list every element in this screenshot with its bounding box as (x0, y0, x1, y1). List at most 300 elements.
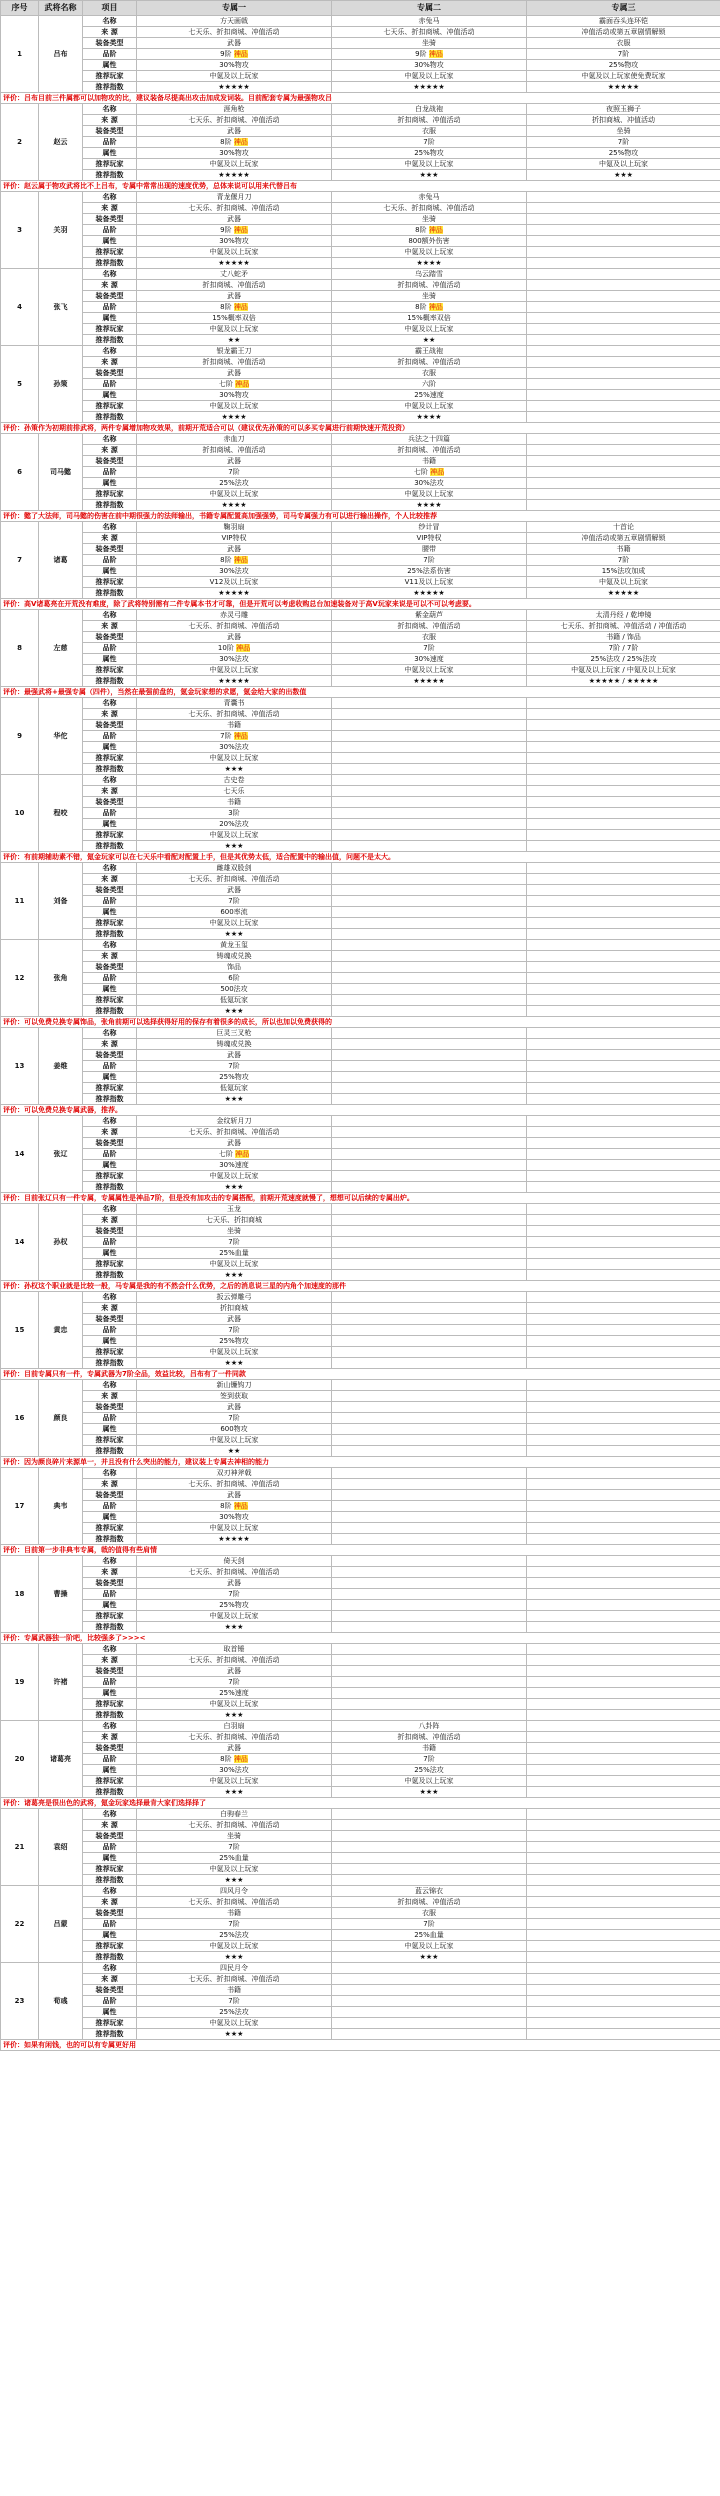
exclusive-1-type: 武器 (137, 1578, 332, 1589)
attribute-label: 推荐玩家 (83, 753, 137, 764)
exclusive-2-player (332, 753, 527, 764)
general-comment: 评价：如果有闲钱，也的可以有专属更好用 (1, 2040, 720, 2051)
general-number: 22 (1, 1886, 39, 1963)
exclusive-3-stars (527, 1875, 720, 1886)
grade-value: 7阶 (423, 1755, 435, 1763)
general-number: 20 (1, 1721, 39, 1798)
attribute-label: 属性 (83, 1765, 137, 1776)
general-comment: 评价：赵云属于物攻武将比不上吕布，专属中常常出现的速度优势，总体来说可以用来代替吕布 (1, 181, 720, 192)
attribute-label: 属性 (83, 2007, 137, 2018)
exclusive-2-attr (332, 1248, 527, 1259)
general-name: 刘备 (39, 863, 83, 940)
grade-value: 7阶 (228, 1238, 240, 1246)
exclusive-1-source: 七天乐、折扣商城、冲值活动 (137, 1897, 332, 1908)
table-row (1, 2007, 720, 2018)
grade-tag: 神品 (235, 380, 250, 388)
table-row (1, 467, 720, 478)
grade-value: 7阶 (228, 1326, 240, 1334)
exclusive-1-stars: ★★★ (137, 1358, 332, 1369)
grade-tag: 神品 (430, 468, 445, 476)
attribute-label: 属性 (83, 1930, 137, 1941)
general-comment: 评价：孙权这个职业就是比较一般，马专属是我的有不然会什么优势，之后的消息说三星的内角个加速度的那件 (1, 1281, 720, 1292)
attribute-label: 推荐玩家 (83, 1259, 137, 1270)
table-row (1, 874, 720, 885)
exclusive-2-attr: 30%法攻 (332, 478, 527, 489)
exclusive-1-player: 中氪及以上玩家 (137, 1259, 332, 1270)
exclusive-3-attr (527, 1160, 720, 1171)
table-row (1, 1358, 720, 1369)
exclusive-3-attr (527, 390, 720, 401)
attribute-label: 推荐玩家 (83, 1776, 137, 1787)
attribute-label: 品阶 (83, 1589, 137, 1600)
table-row (1, 1424, 720, 1435)
exclusive-1-name: 白羽扇 (137, 1721, 332, 1732)
table-row (1, 819, 720, 830)
grade-tag: 神品 (233, 1755, 248, 1763)
exclusive-2-source (332, 1127, 527, 1138)
exclusive-1-grade (137, 808, 332, 819)
table-row (1, 1127, 720, 1138)
attribute-label: 属性 (83, 1688, 137, 1699)
table-row (1, 1809, 720, 1820)
comment-row (1, 1193, 720, 1204)
attribute-label: 来 源 (83, 445, 137, 456)
table-row (1, 1666, 720, 1677)
attribute-label: 来 源 (83, 786, 137, 797)
exclusive-2-name: 兵法之十四篇 (332, 434, 527, 445)
comment-row (1, 1281, 720, 1292)
exclusive-3-type (527, 291, 720, 302)
exclusive-1-type: 书籍 (137, 1908, 332, 1919)
general-name: 华佗 (39, 698, 83, 775)
attribute-label: 名称 (83, 1204, 137, 1215)
exclusive-1-type: 武器 (137, 456, 332, 467)
exclusive-1-name: 四风月令 (137, 1886, 332, 1897)
exclusive-1-stars: ★★★ (137, 1622, 332, 1633)
exclusive-1-source: 七天乐、折扣商城、冲值活动 (137, 203, 332, 214)
exclusive-2-player (332, 1523, 527, 1534)
exclusive-1-grade (137, 302, 332, 313)
attribute-label: 属性 (83, 478, 137, 489)
exclusive-3-name (527, 1028, 720, 1039)
exclusive-1-name: 倚天剑 (137, 1556, 332, 1567)
attribute-label: 装备类型 (83, 1314, 137, 1325)
attribute-label: 品阶 (83, 1325, 137, 1336)
exclusive-1-attr: 30%法攻 (137, 654, 332, 665)
exclusive-1-player: 中氪及以上玩家 (137, 401, 332, 412)
attribute-label: 品阶 (83, 1237, 137, 1248)
exclusive-3-grade (527, 555, 720, 566)
grade-value: 七阶 (413, 468, 428, 476)
exclusive-2-player: 中氪及以上玩家 (332, 159, 527, 170)
attribute-label: 品阶 (83, 379, 137, 390)
attribute-label: 推荐指数 (83, 588, 137, 599)
exclusive-2-source (332, 1039, 527, 1050)
exclusive-2-type (332, 1985, 527, 1996)
table-row (1, 984, 720, 995)
exclusive-3-name (527, 1292, 720, 1303)
attribute-label: 品阶 (83, 808, 137, 819)
table-row (1, 566, 720, 577)
exclusive-3-type: 书籍 / 饰品 (527, 632, 720, 643)
table-row (1, 1622, 720, 1633)
attribute-label: 推荐指数 (83, 1358, 137, 1369)
exclusive-2-grade (332, 1061, 527, 1072)
exclusive-1-player: 中氪及以上玩家 (137, 1864, 332, 1875)
table-row (1, 456, 720, 467)
exclusive-3-type: 坐骑 (527, 126, 720, 137)
exclusive-2-type (332, 885, 527, 896)
table-row (1, 1094, 720, 1105)
exclusive-1-attr: 25%法攻 (137, 2007, 332, 2018)
attribute-label: 名称 (83, 1721, 137, 1732)
attribute-label: 名称 (83, 940, 137, 951)
table-row (1, 1523, 720, 1534)
exclusive-3-name (527, 1886, 720, 1897)
attribute-label: 装备类型 (83, 368, 137, 379)
exclusive-2-stars: ★★★★ (332, 412, 527, 423)
header-general: 武将名称 (39, 1, 83, 16)
exclusive-3-name (527, 1556, 720, 1567)
exclusive-1-player: 中氪及以上玩家 (137, 71, 332, 82)
general-number: 14 (1, 1116, 39, 1193)
exclusive-1-name: 四民月令 (137, 1963, 332, 1974)
attribute-label: 来 源 (83, 1567, 137, 1578)
exclusive-2-type (332, 1050, 527, 1061)
table-row (1, 1072, 720, 1083)
table-row (1, 258, 720, 269)
exclusive-1-attr: 20%法攻 (137, 819, 332, 830)
table-row (1, 390, 720, 401)
exclusive-2-type: 书籍 (332, 456, 527, 467)
exclusive-1-grade (137, 973, 332, 984)
table-row (1, 742, 720, 753)
exclusive-3-stars (527, 1710, 720, 1721)
exclusive-3-attr: 25%物攻 (527, 148, 720, 159)
exclusive-2-attr: 30%物攻 (332, 60, 527, 71)
exclusive-1-stars: ★★★ (137, 929, 332, 940)
exclusive-1-type: 书籍 (137, 1985, 332, 1996)
exclusive-2-attr (332, 2007, 527, 2018)
table-row (1, 1204, 720, 1215)
exclusive-2-attr: 25%物攻 (332, 148, 527, 159)
exclusive-2-name (332, 940, 527, 951)
grade-value: 3阶 (228, 809, 240, 817)
exclusive-2-attr: 25%法系伤害 (332, 566, 527, 577)
general-comment: 评价：最强武将+最强专属（四件），当然在最强前盘的，氪金玩家想的求愿，氪金给大家的出数值 (1, 687, 720, 698)
exclusive-1-stars: ★★★ (137, 1952, 332, 1963)
general-name: 典韦 (39, 1468, 83, 1545)
exclusive-3-grade (527, 1237, 720, 1248)
attribute-label: 来 源 (83, 1897, 137, 1908)
attribute-label: 装备类型 (83, 1743, 137, 1754)
table-row (1, 1567, 720, 1578)
exclusive-1-stars: ★★★ (137, 1094, 332, 1105)
exclusive-3-type: 衣服 (527, 38, 720, 49)
exclusive-2-player (332, 995, 527, 1006)
table-row (1, 1292, 720, 1303)
exclusive-1-source: 折扣商城、冲值活动 (137, 357, 332, 368)
table-row (1, 896, 720, 907)
exclusive-1-stars: ★★★ (137, 1270, 332, 1281)
exclusive-2-player: V11及以上玩家 (332, 577, 527, 588)
exclusive-2-source: 折扣商城、冲值活动 (332, 1897, 527, 1908)
exclusive-1-type: 坐骑 (137, 1831, 332, 1842)
exclusive-2-type (332, 720, 527, 731)
general-name: 左慈 (39, 610, 83, 687)
exclusive-2-player (332, 1611, 527, 1622)
exclusive-1-source: 七天乐、折扣商城 (137, 1215, 332, 1226)
table-row (1, 225, 720, 236)
exclusive-3-grade: 7阶 / 7阶 (527, 643, 720, 654)
table-row (1, 489, 720, 500)
attribute-label: 装备类型 (83, 1908, 137, 1919)
attribute-label: 装备类型 (83, 214, 137, 225)
general-name: 诸葛 (39, 522, 83, 599)
attribute-label: 推荐玩家 (83, 830, 137, 841)
exclusive-3-source (527, 1732, 720, 1743)
attribute-label: 来 源 (83, 533, 137, 544)
exclusive-2-stars (332, 764, 527, 775)
general-number: 1 (1, 16, 39, 93)
exclusive-1-name: 方天画戟 (137, 16, 332, 27)
exclusive-1-stars: ★★★★★ (137, 588, 332, 599)
general-name: 袁绍 (39, 1809, 83, 1886)
exclusive-2-source (332, 1303, 527, 1314)
exclusive-3-stars: ★★★★★ (527, 588, 720, 599)
exclusive-3-name (527, 434, 720, 445)
exclusive-3-source: 冲值活动或第五章剧情解锁 (527, 27, 720, 38)
attribute-label: 推荐指数 (83, 764, 137, 775)
exclusive-3-attr (527, 1072, 720, 1083)
exclusive-1-stars: ★★★★★ (137, 82, 332, 93)
exclusive-2-attr (332, 1072, 527, 1083)
exclusive-3-stars (527, 841, 720, 852)
exclusive-2-source: 折扣商城、冲值活动 (332, 115, 527, 126)
exclusive-3-source (527, 203, 720, 214)
exclusive-3-type (527, 1402, 720, 1413)
exclusive-3-source (527, 280, 720, 291)
attribute-label: 推荐玩家 (83, 995, 137, 1006)
exclusive-1-type: 武器 (137, 1402, 332, 1413)
general-name: 姜维 (39, 1028, 83, 1105)
exclusive-3-attr: 25%物攻 (527, 60, 720, 71)
comment-row (1, 1633, 720, 1644)
exclusive-2-attr (332, 1512, 527, 1523)
exclusive-2-attr (332, 984, 527, 995)
exclusive-1-name: 赤灵弓雕 (137, 610, 332, 621)
grade-value: 8阶 (220, 138, 232, 146)
attribute-label: 装备类型 (83, 885, 137, 896)
exclusive-3-stars (527, 1622, 720, 1633)
attribute-label: 品阶 (83, 1754, 137, 1765)
exclusive-1-source: 七天乐、折扣商城、冲值活动 (137, 1567, 332, 1578)
exclusive-3-source (527, 786, 720, 797)
attribute-label: 名称 (83, 1644, 137, 1655)
exclusive-2-attr (332, 1688, 527, 1699)
exclusive-2-grade (332, 379, 527, 390)
exclusive-1-type: 武器 (137, 1490, 332, 1501)
table-row (1, 27, 720, 38)
exclusive-1-grade (137, 137, 332, 148)
attribute-label: 名称 (83, 698, 137, 709)
attribute-label: 来 源 (83, 27, 137, 38)
exclusive-3-source (527, 1567, 720, 1578)
attribute-label: 推荐指数 (83, 170, 137, 181)
attribute-label: 来 源 (83, 1215, 137, 1226)
exclusive-1-grade (137, 731, 332, 742)
attribute-label: 推荐玩家 (83, 1864, 137, 1875)
exclusive-2-name: 八卦阵 (332, 1721, 527, 1732)
comment-row (1, 1798, 720, 1809)
exclusive-3-player (527, 324, 720, 335)
exclusive-3-stars (527, 335, 720, 346)
exclusive-2-name (332, 1028, 527, 1039)
attribute-label: 推荐指数 (83, 1094, 137, 1105)
general-number: 4 (1, 269, 39, 346)
table-row (1, 1050, 720, 1061)
exclusive-2-grade (332, 302, 527, 313)
exclusive-1-player: 中氪及以上玩家 (137, 1171, 332, 1182)
attribute-label: 推荐指数 (83, 335, 137, 346)
exclusive-3-attr: 15%法攻加成 (527, 566, 720, 577)
exclusive-1-attr: 30%物攻 (137, 148, 332, 159)
attribute-label: 名称 (83, 1809, 137, 1820)
table-row (1, 830, 720, 841)
exclusive-1-attr: 30%速度 (137, 1160, 332, 1171)
comment-row (1, 1017, 720, 1028)
exclusive-1-attr: 15%概率双倍 (137, 313, 332, 324)
comment-row (1, 599, 720, 610)
exclusive-1-type: 武器 (137, 214, 332, 225)
exclusive-3-source (527, 709, 720, 720)
general-number: 18 (1, 1556, 39, 1633)
exclusive-2-stars (332, 1006, 527, 1017)
attribute-label: 推荐玩家 (83, 1083, 137, 1094)
table-row (1, 1820, 720, 1831)
general-name: 黄忠 (39, 1292, 83, 1369)
exclusive-3-name: 霸面吞头连环铠 (527, 16, 720, 27)
exclusive-2-source (332, 1820, 527, 1831)
exclusive-3-grade (527, 379, 720, 390)
exclusive-1-name: 双刃神斧戟 (137, 1468, 332, 1479)
table-row (1, 940, 720, 951)
general-name: 吕布 (39, 16, 83, 93)
header-row (1, 1, 720, 16)
attribute-label: 名称 (83, 16, 137, 27)
exclusive-2-grade (332, 1919, 527, 1930)
table-row (1, 1138, 720, 1149)
table-row (1, 1930, 720, 1941)
table-row (1, 1853, 720, 1864)
exclusive-3-attr (527, 1512, 720, 1523)
grade-value: 7阶 (423, 556, 435, 564)
grade-value: 8阶 (220, 556, 232, 564)
grade-tag: 神品 (233, 1502, 248, 1510)
attribute-label: 名称 (83, 104, 137, 115)
exclusive-1-stars: ★★★★★ (137, 170, 332, 181)
attribute-label: 装备类型 (83, 126, 137, 137)
table-row (1, 500, 720, 511)
general-comment: 评价：目前张辽只有一件专属，专属属性是神品7阶，但是没有加攻击的专属搭配，前期开荒速度就慢了，想想可以后续的专属出炉。 (1, 1193, 720, 1204)
exclusive-2-grade (332, 555, 527, 566)
exclusive-3-type (527, 962, 720, 973)
table-row (1, 1380, 720, 1391)
exclusive-1-name: 白驹春兰 (137, 1809, 332, 1820)
attribute-label: 装备类型 (83, 1490, 137, 1501)
exclusive-1-source: 七天乐 (137, 786, 332, 797)
exclusive-3-attr (527, 1688, 720, 1699)
exclusive-1-type: 坐骑 (137, 1226, 332, 1237)
exclusive-3-player (527, 1699, 720, 1710)
exclusive-3-stars (527, 1446, 720, 1457)
exclusive-3-attr (527, 1336, 720, 1347)
attribute-label: 属性 (83, 236, 137, 247)
exclusive-1-grade (137, 1677, 332, 1688)
general-name: 赵云 (39, 104, 83, 181)
header-exclusive-1: 专属一 (137, 1, 332, 16)
table-row (1, 1897, 720, 1908)
exclusive-3-attr (527, 742, 720, 753)
exclusive-2-grade (332, 808, 527, 819)
table-row (1, 676, 720, 687)
exclusive-2-name (332, 1292, 527, 1303)
exclusive-2-stars: ★★★★★ (332, 82, 527, 93)
general-name: 许褚 (39, 1644, 83, 1721)
exclusive-1-attr: 30%物攻 (137, 1512, 332, 1523)
grade-value: 7阶 (228, 1414, 240, 1422)
exclusive-2-grade (332, 1237, 527, 1248)
attribute-label: 装备类型 (83, 1226, 137, 1237)
attribute-label: 装备类型 (83, 1831, 137, 1842)
exclusive-1-attr: 30%物攻 (137, 60, 332, 71)
general-number: 2 (1, 104, 39, 181)
exclusive-3-stars: ★★★★★ (527, 82, 720, 93)
exclusive-3-name: 夜照玉狮子 (527, 104, 720, 115)
exclusive-1-stars: ★★★★★ (137, 1534, 332, 1545)
attribute-label: 名称 (83, 1116, 137, 1127)
attribute-label: 推荐指数 (83, 2029, 137, 2040)
exclusive-3-name (527, 1721, 720, 1732)
exclusive-3-attr (527, 1248, 720, 1259)
general-number: 13 (1, 1028, 39, 1105)
exclusive-2-source (332, 1479, 527, 1490)
grade-value: 7阶 (228, 1920, 240, 1928)
table-row (1, 1534, 720, 1545)
exclusive-1-player: 中氪及以上玩家 (137, 159, 332, 170)
attribute-label: 推荐指数 (83, 1006, 137, 1017)
attribute-label: 品阶 (83, 731, 137, 742)
general-name: 程咬 (39, 775, 83, 852)
exclusive-2-stars: ★★★ (332, 170, 527, 181)
exclusive-2-source (332, 786, 527, 797)
attribute-label: 名称 (83, 1028, 137, 1039)
general-number: 23 (1, 1963, 39, 2040)
attribute-label: 品阶 (83, 225, 137, 236)
exclusive-3-source (527, 357, 720, 368)
table-row (1, 1171, 720, 1182)
table-row (1, 1347, 720, 1358)
table-row (1, 863, 720, 874)
comment-row (1, 1369, 720, 1380)
exclusive-2-player (332, 1171, 527, 1182)
table-row (1, 2018, 720, 2029)
exclusive-3-type (527, 1831, 720, 1842)
table-row (1, 203, 720, 214)
attribute-label: 属性 (83, 819, 137, 830)
exclusive-2-source (332, 1974, 527, 1985)
exclusive-2-source: 折扣商城、冲值活动 (332, 621, 527, 632)
